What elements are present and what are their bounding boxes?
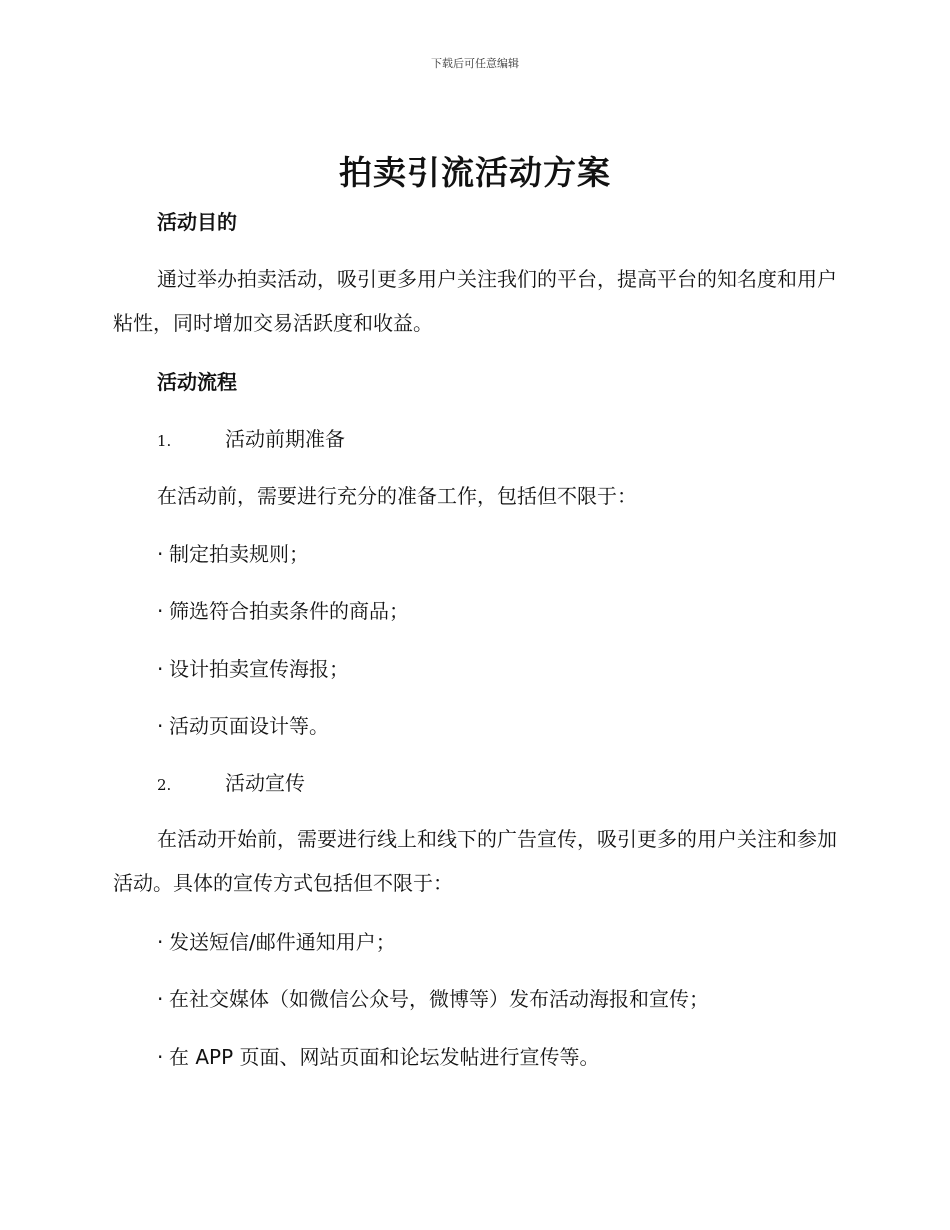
list-item — [157, 1043, 600, 1071]
section-heading-purpose: 活动目的 — [157, 210, 237, 234]
section-heading-process: 活动流程 — [157, 370, 237, 394]
step-2-heading — [157, 769, 305, 799]
list-item — [157, 712, 329, 740]
step-1-title: 活动前期准备 — [225, 427, 345, 451]
list-item — [157, 928, 396, 956]
bullet-icon: · — [157, 657, 164, 681]
step-2-paragraph: 在活动开始前，需要进行线上和线下的广告宣传，吸引更多的用户关注和参加活动。具体的宣传方式包括但不限于： — [113, 827, 837, 895]
purpose-paragraph: 通过举办拍卖活动，吸引更多用户关注我们的平台，提高平台的知名度和用户粘性，同时增加交易活跃度和收益。 — [113, 267, 837, 335]
bullet-icon: · — [157, 930, 164, 954]
list-item — [157, 540, 309, 568]
bullet-icon: · — [157, 714, 164, 738]
list-item-text: 在社交媒体（如微信公众号，微博等）发布活动海报和宣传； — [169, 987, 709, 1011]
list-item-text: 发送短信/邮件通知用户； — [169, 930, 396, 954]
header-note: 下载后可任意编辑 — [431, 57, 519, 70]
list-item — [157, 985, 709, 1013]
step-2-title: 活动宣传 — [225, 771, 305, 795]
list-item-text: 在 APP 页面、网站页面和论坛发帖进行宣传等。 — [169, 1045, 600, 1069]
list-item — [157, 597, 409, 625]
list-item-text: 筛选符合拍卖条件的商品； — [169, 599, 409, 623]
list-item-text: 制定拍卖规则； — [169, 542, 309, 566]
step-1-heading — [157, 425, 345, 455]
bullet-icon: · — [157, 987, 164, 1011]
bullet-icon: · — [157, 1045, 164, 1069]
list-item-text: 设计拍卖宣传海报； — [169, 657, 349, 681]
list-item — [157, 655, 349, 683]
document-title: 拍卖引流活动方案 — [339, 153, 611, 192]
step-1-intro: 在活动前，需要进行充分的准备工作，包括但不限于： — [157, 484, 637, 508]
list-item-text: 活动页面设计等。 — [169, 714, 329, 738]
bullet-icon: · — [157, 542, 164, 566]
step-1-number: 1. — [157, 432, 172, 450]
step-2-number: 2. — [157, 776, 172, 794]
bullet-icon: · — [157, 599, 164, 623]
